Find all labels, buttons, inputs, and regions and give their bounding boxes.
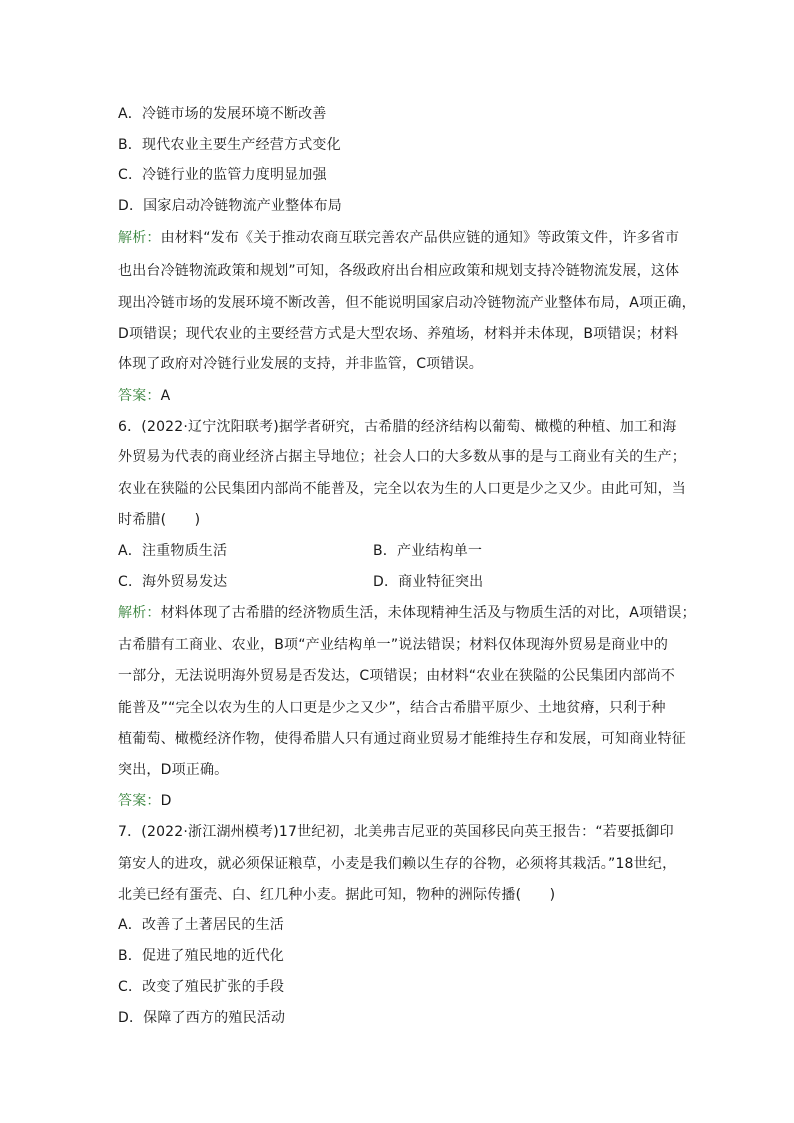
q5-answer xyxy=(118,387,170,405)
q6-analysis-label: 解析： xyxy=(118,605,161,621)
q6-answer xyxy=(118,792,172,810)
q6-stem-line: 外贸易为代表的商业经济占据主导地位；社会人口的大多数从事的是与工商业有关的生产； xyxy=(118,449,686,465)
q6-analysis-line: 能普及”“完全以农为生的人口更是少之又少”，结合古希腊平原少、土地贫瘠，只利于种 xyxy=(118,700,666,716)
q5-analysis-line: 解析：由材料“发布《关于推动农商互联完善农产品供应链的通知》等政策文件，许多省市 xyxy=(118,230,680,246)
q6-option-c: C．海外贸易发达 xyxy=(118,574,228,590)
q6-option-b: B．产业结构单一 xyxy=(373,543,483,559)
q7-option-d: D．保障了西方的殖民活动 xyxy=(118,1010,286,1026)
q7-stem-line: 北美已经有蛋壳、白、红几种小麦。据此可知，物种的洲际传播( ) xyxy=(118,887,556,903)
q5-analysis-line: 现出冷链市场的发展环境不断改善，但不能说明国家启动冷链物流产业整体布局，A项正确， xyxy=(118,295,696,311)
q5-option-c: C．冷链行业的监管力度明显加强 xyxy=(118,167,327,183)
q5-analysis-label: 解析： xyxy=(118,230,161,246)
q6-stem-line: 农业在狭隘的公民集团内部尚不能普及，完全以农为生的人口更是少之又少。由此可知，当 xyxy=(118,481,686,497)
q5-answer-label: 答案： xyxy=(118,388,161,404)
q7-stem-line: 第安人的进攻，就必须保证粮草，小麦是我们赖以生存的谷物，必须将其栽活。”18世纪， xyxy=(118,856,677,872)
q5-option-d: D．国家启动冷链物流产业整体布局 xyxy=(118,198,342,214)
q6-analysis-line: 突出，D项正确。 xyxy=(118,762,229,778)
q5-answer-value: A xyxy=(160,388,171,404)
q7-option-a: A．改善了土著居民的生活 xyxy=(118,917,284,933)
q5-option-b: B．现代农业主要生产经营方式变化 xyxy=(118,137,341,153)
q7-stem-line: 7．(2022·浙江湖州模考)17世纪初，北美弗吉尼亚的英国移民向英王报告：“若要抵御印 xyxy=(118,824,674,840)
q6-analysis-line: 古希腊有工商业、农业，B项“产业结构单一”说法错误；材料仅体现海外贸易是商业中的 xyxy=(118,637,669,653)
q5-analysis-line: 体现了政府对冷链行业发展的支持，并非监管，C项错误。 xyxy=(118,356,483,372)
q6-analysis-line: 解析：材料体现了古希腊的经济物质生活，未体现精神生活及与物质生活的对比，A项错误； xyxy=(118,605,696,621)
q7-option-b: B．促进了殖民地的近代化 xyxy=(118,948,285,964)
q6-stem-line: 时希腊( ) xyxy=(118,512,201,528)
q6-stem-line: 6．(2022·辽宁沈阳联考)据学者研究，古希腊的经济结构以葡萄、橄榄的种植、加工和海 xyxy=(118,419,677,435)
q6-answer-value: D xyxy=(160,793,172,809)
q7-option-c: C．改变了殖民扩张的手段 xyxy=(118,979,285,995)
q6-analysis-line: 植葡萄、橄榄经济作物，使得希腊人只有通过商业贸易才能维持生存和发展，可知商业特征 xyxy=(118,731,686,747)
q5-analysis-line: 也出台冷链物流政策和规划”可知，各级政府出台相应政策和规划支持冷链物流发展，这体 xyxy=(118,263,680,279)
q5-analysis-line: D项错误；现代农业的主要经营方式是大型农场、养殖场，材料并未体现，B项错误；材料 xyxy=(118,326,679,342)
q6-answer-label: 答案： xyxy=(118,793,161,809)
q6-analysis-line: 一部分，无法说明海外贸易是否发达，C项错误；由材料“农业在狭隘的公民集团内部尚不 xyxy=(118,668,676,684)
q6-option-a: A．注重物质生活 xyxy=(118,543,228,559)
q6-option-d: D．商业特征突出 xyxy=(373,574,484,590)
q5-option-a: A．冷链市场的发展环境不断改善 xyxy=(118,106,327,122)
